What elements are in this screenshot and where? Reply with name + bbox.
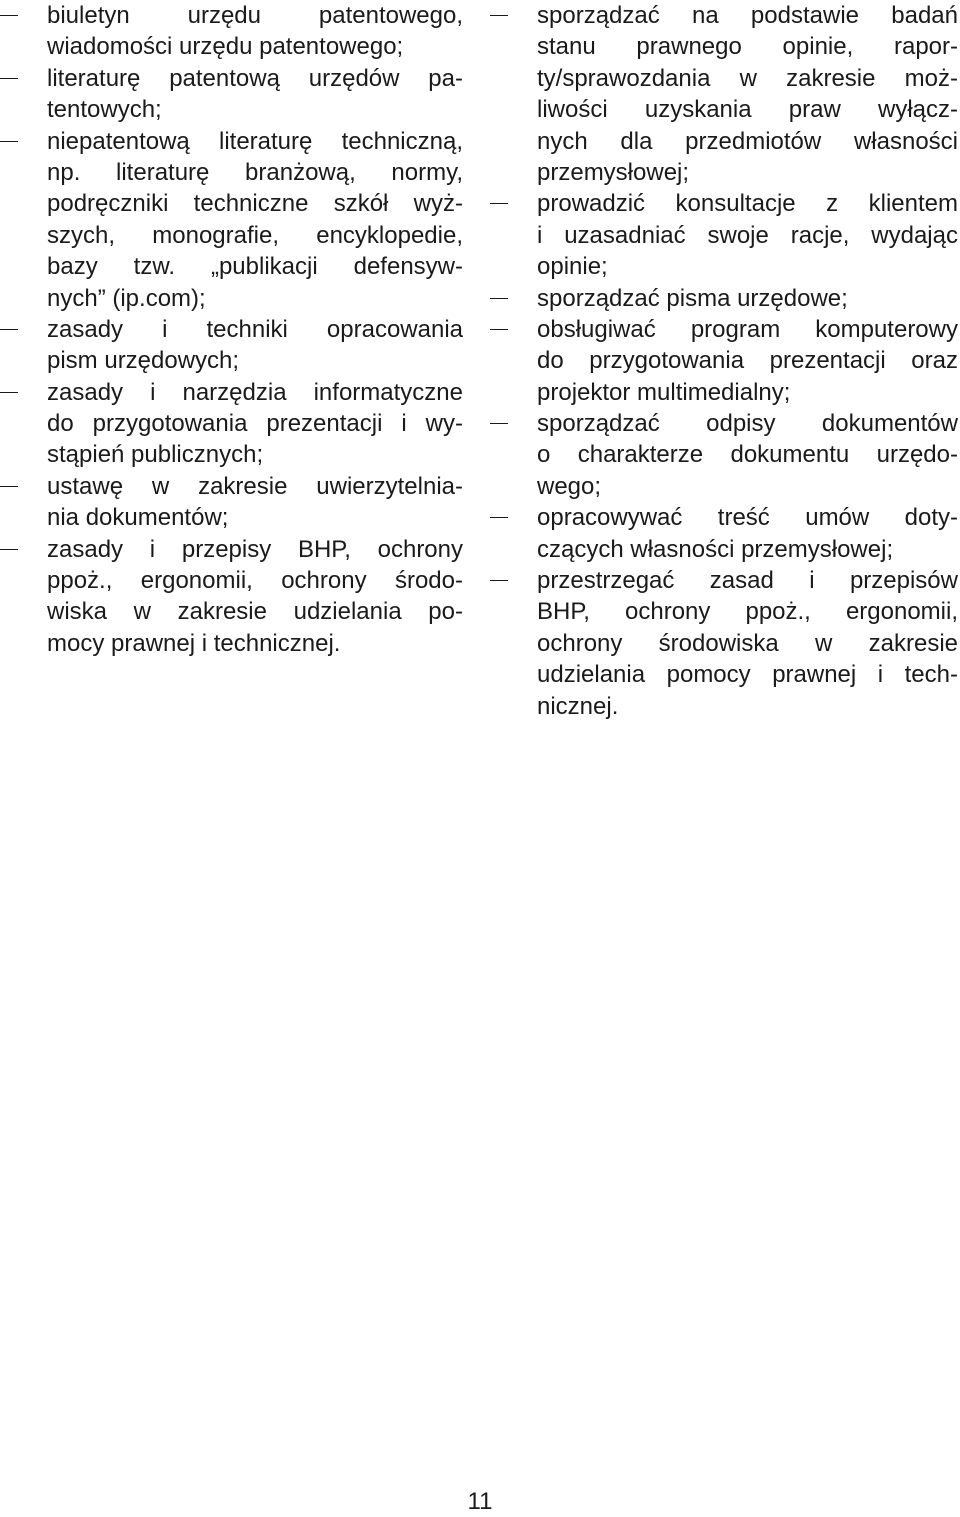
text-line: sporządzać na podstawie badań xyxy=(537,2,958,29)
text-line: literaturę patentową urzędów pa- xyxy=(47,64,463,92)
text-line: o charakterze dokumentu urzędo- xyxy=(537,441,958,469)
dash-bullet-icon xyxy=(0,486,18,487)
text-line: stąpień publicznych; xyxy=(47,441,264,469)
list-item xyxy=(490,0,958,188)
text-line: pism urzędowych; xyxy=(47,347,240,375)
text-line: sporządzać odpisy dokumentów xyxy=(537,410,958,438)
text-line: ppoż., ergonomii, ochrony środo- xyxy=(47,567,463,595)
text-line: stanu prawnego opinie, rapor- xyxy=(537,33,958,61)
text-line: prowadzić konsultacje z klientem xyxy=(537,190,958,218)
list-item xyxy=(0,314,463,377)
dash-bullet-icon xyxy=(490,423,508,424)
text-line: nych” (ip.com); xyxy=(47,284,206,312)
list-item xyxy=(0,126,463,314)
text-line: zasady i przepisy BHP, ochrony xyxy=(47,535,463,563)
text-line: przestrzegać zasad i przepisów xyxy=(537,567,958,595)
text-line: opracowywać treść umów doty- xyxy=(537,504,958,532)
text-line: np. literaturę branżową, normy, xyxy=(47,158,463,186)
dash-bullet-icon xyxy=(0,15,18,16)
text-line: sporządzać pisma urzędowe; xyxy=(537,284,848,312)
text-line: BHP, ochrony ppoż., ergonomii, xyxy=(537,598,958,626)
list-item xyxy=(0,0,463,63)
list-item xyxy=(490,565,958,722)
dash-bullet-icon xyxy=(0,141,18,142)
text-line: opinie; xyxy=(537,253,608,281)
dash-bullet-icon xyxy=(490,298,508,299)
list-item xyxy=(490,314,958,408)
text-line: ty/sprawozdania w zakresie moż- xyxy=(537,64,958,92)
dash-bullet-icon xyxy=(490,329,508,330)
list-item xyxy=(490,408,958,502)
text-line: do przygotowania prezentacji i wy- xyxy=(47,410,463,438)
text-line: udzielania pomocy prawnej i tech- xyxy=(537,661,958,689)
dash-bullet-icon xyxy=(490,203,508,204)
text-line: biuletyn urzędu patentowego, xyxy=(47,2,463,29)
list-item xyxy=(0,63,463,126)
text-line: podręczniki techniczne szkół wyż- xyxy=(47,190,463,218)
list-item xyxy=(490,188,958,282)
text-line: nicznej. xyxy=(537,692,619,720)
right-column xyxy=(490,0,958,722)
dash-bullet-icon xyxy=(0,549,18,550)
dash-bullet-icon xyxy=(490,15,508,16)
text-line: liwości uzyskania praw wyłącz- xyxy=(537,96,958,124)
left-column xyxy=(0,0,463,659)
text-line: wego; xyxy=(537,472,602,500)
dash-bullet-icon xyxy=(490,517,508,518)
text-line: do przygotowania prezentacji oraz xyxy=(537,347,958,375)
page-number: 11 xyxy=(467,1488,493,1515)
text-line: mocy prawnej i technicznej. xyxy=(47,629,341,657)
text-line: ustawę w zakresie uwierzytelnia- xyxy=(47,472,463,500)
text-line: czących własności przemysłowej; xyxy=(537,535,894,563)
text-line: tentowych; xyxy=(47,96,162,124)
list-item xyxy=(490,283,958,314)
text-line: wiska w zakresie udzielania po- xyxy=(47,598,463,626)
text-line: projektor multimedialny; xyxy=(537,378,791,406)
text-line: i uzasadniać swoje racje, wydając xyxy=(537,221,958,249)
text-line: nych dla przedmiotów własności xyxy=(537,127,958,155)
dash-bullet-icon xyxy=(0,78,18,79)
text-line: przemysłowej; xyxy=(537,158,690,186)
dash-bullet-icon xyxy=(0,392,18,393)
text-line: bazy tzw. „publikacji defensyw- xyxy=(47,253,463,281)
text-line: obsługiwać program komputerowy xyxy=(537,315,958,343)
dash-bullet-icon xyxy=(0,329,18,330)
list-item xyxy=(0,534,463,660)
list-item xyxy=(0,377,463,471)
text-line: zasady i techniki opracowania xyxy=(47,315,463,343)
text-line: wiadomości urzędu patentowego; xyxy=(47,33,404,61)
list-item xyxy=(0,471,463,534)
text-line: szych, monografie, encyklopedie, xyxy=(47,221,463,249)
text-line: ochrony środowiska w zakresie xyxy=(537,629,958,657)
text-line: niepatentową literaturę techniczną, xyxy=(47,127,463,155)
text-line: zasady i narzędzia informatyczne xyxy=(47,378,463,406)
list-item xyxy=(490,502,958,565)
dash-bullet-icon xyxy=(490,580,508,581)
text-line: nia dokumentów; xyxy=(47,504,229,532)
